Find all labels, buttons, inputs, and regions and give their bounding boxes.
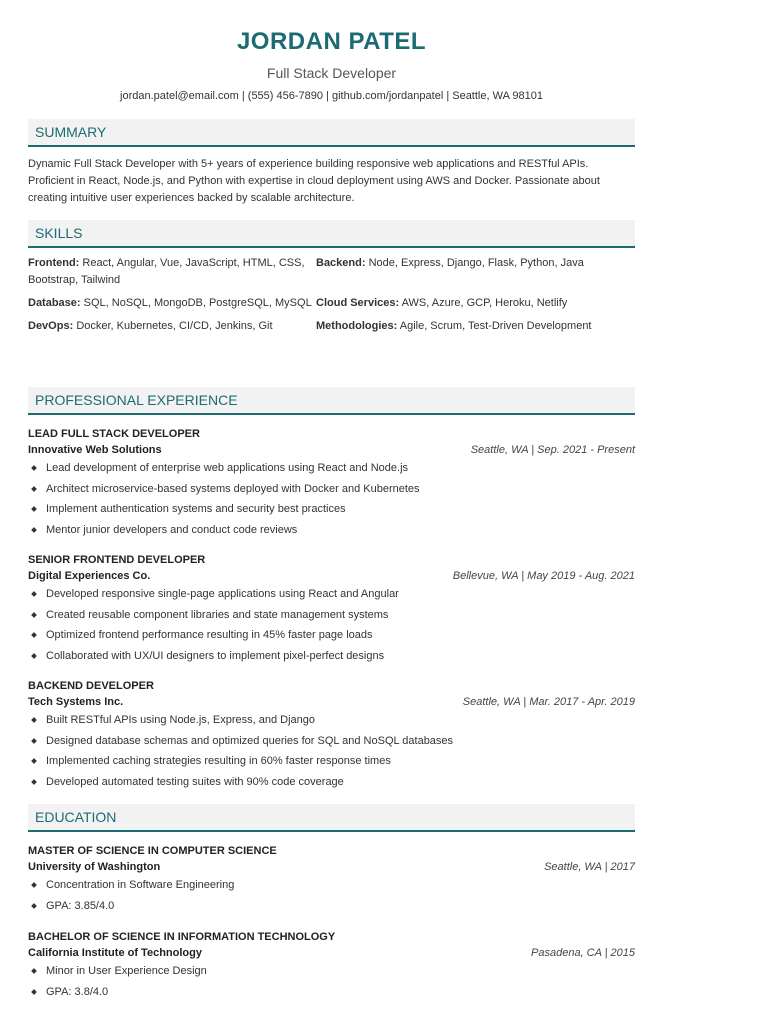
company-name: Innovative Web Solutions	[28, 444, 162, 456]
school-location-year: Pasadena, CA | 2015	[531, 947, 635, 959]
education-heading: EDUCATION	[28, 804, 635, 832]
school-name: California Institute of Technology	[28, 947, 202, 959]
list-item: Implement authentication systems and security best practices	[28, 499, 635, 520]
candidate-title: Full Stack Developer	[266, 65, 397, 81]
list-item: Concentration in Software Engineering	[28, 875, 635, 896]
job-entry	[28, 552, 635, 666]
skill-item-database: Database: SQL, NoSQL, MongoDB, PostgreSQL, MySQL	[28, 297, 312, 309]
list-item: GPA: 3.85/4.0	[28, 896, 635, 917]
contact-line: jordan.patel@email.com | (555) 456-7890 | github.com/jordanpatel | Seattle, WA 98101	[120, 90, 543, 102]
degree-bullets	[28, 961, 635, 1002]
bullet-icon	[31, 527, 37, 533]
bullet-icon	[31, 653, 37, 659]
job-bullets	[28, 458, 635, 540]
job-entry	[28, 678, 635, 792]
experience-heading: PROFESSIONAL EXPERIENCE	[28, 387, 635, 415]
list-item: Minor in User Experience Design	[28, 961, 635, 982]
job-location-dates: Seattle, WA | Mar. 2017 - Apr. 2019	[462, 696, 635, 708]
bullet-icon	[31, 738, 37, 744]
list-item: Built RESTful APIs using Node.js, Express, and Django	[28, 710, 635, 731]
bullet-icon	[31, 632, 37, 638]
degree-info-row	[28, 859, 635, 875]
job-info-row	[28, 442, 635, 458]
skill-item-frontend: Frontend: React, Angular, Vue, JavaScript, HTML, CSS, Bootstrap, Tailwind	[28, 257, 305, 286]
job-title: BACKEND DEVELOPER	[28, 680, 154, 692]
summary-text: Dynamic Full Stack Developer with 5+ years of experience building responsive web applications and RESTful APIs. Proficient in React, Node.js, and Python with expertise in cloud deployment using AWS and Docker. Passionate about creating intuitive user experiences backed by scalable architecture.	[28, 158, 600, 204]
skills-grid	[28, 255, 635, 335]
education-section	[28, 804, 635, 832]
job-location-dates: Seattle, WA | Sep. 2021 - Present	[470, 444, 635, 456]
bullet-icon	[31, 758, 37, 764]
bullet-icon	[31, 779, 37, 785]
skill-item-methodologies: Methodologies: Agile, Scrum, Test-Driven Development	[316, 320, 592, 332]
experience-section	[28, 387, 635, 415]
list-item: Mentor junior developers and conduct code reviews	[28, 520, 635, 541]
school-name: University of Washington	[28, 861, 161, 873]
bullet-icon	[31, 612, 37, 618]
company-name: Tech Systems Inc.	[28, 696, 124, 708]
skill-item-backend: Backend: Node, Express, Django, Flask, Python, Java	[316, 257, 584, 269]
skill-item-devops: DevOps: Docker, Kubernetes, CI/CD, Jenkins, Git	[28, 320, 273, 332]
skill-item-cloud: Cloud Services: AWS, Azure, GCP, Heroku, Netlify	[316, 297, 568, 309]
bullet-icon	[31, 486, 37, 492]
resume-page	[28, 0, 635, 998]
summary-section	[28, 119, 635, 207]
list-item: Lead development of enterprise web applications using React and Node.js	[28, 458, 635, 479]
school-location-year: Seattle, WA | 2017	[544, 861, 635, 873]
bullet-icon	[31, 465, 37, 471]
job-info-row	[28, 568, 635, 584]
job-location-dates: Bellevue, WA | May 2019 - Aug. 2021	[452, 570, 635, 582]
skills-section	[28, 220, 635, 335]
job-bullets	[28, 710, 635, 792]
skills-heading: SKILLS	[28, 220, 635, 248]
list-item: Implemented caching strategies resulting in 60% faster response times	[28, 751, 635, 772]
degree-title: MASTER OF SCIENCE IN COMPUTER SCIENCE	[28, 845, 277, 857]
bullet-icon	[31, 903, 37, 909]
list-item: GPA: 3.8/4.0	[28, 982, 635, 1003]
job-bullets	[28, 584, 635, 666]
bullet-icon	[31, 591, 37, 597]
bullet-icon	[31, 882, 37, 888]
list-item: Architect microservice-based systems deployed with Docker and Kubernetes	[28, 479, 635, 500]
job-title: LEAD FULL STACK DEVELOPER	[28, 428, 200, 440]
job-entry	[28, 426, 635, 540]
degree-info-row	[28, 945, 635, 961]
degree-title: BACHELOR OF SCIENCE IN INFORMATION TECHNOLOGY	[28, 931, 336, 943]
degree-entry	[28, 843, 635, 916]
summary-heading: SUMMARY	[28, 119, 635, 147]
bullet-icon	[31, 989, 37, 995]
bullet-icon	[31, 717, 37, 723]
list-item: Created reusable component libraries and state management systems	[28, 605, 635, 626]
list-item: Developed responsive single-page applications using React and Angular	[28, 584, 635, 605]
candidate-name: JORDAN PATEL	[236, 28, 427, 55]
degree-entry	[28, 929, 635, 1002]
degree-bullets	[28, 875, 635, 916]
list-item: Collaborated with UX/UI designers to implement pixel-perfect designs	[28, 646, 635, 667]
bullet-icon	[31, 968, 37, 974]
bullet-icon	[31, 506, 37, 512]
job-info-row	[28, 694, 635, 710]
list-item: Optimized frontend performance resulting in 45% faster page loads	[28, 625, 635, 646]
list-item: Designed database schemas and optimized queries for SQL and NoSQL databases	[28, 731, 635, 752]
job-title: SENIOR FRONTEND DEVELOPER	[28, 554, 206, 566]
company-name: Digital Experiences Co.	[28, 570, 151, 582]
list-item: Developed automated testing suites with 90% code coverage	[28, 772, 635, 793]
